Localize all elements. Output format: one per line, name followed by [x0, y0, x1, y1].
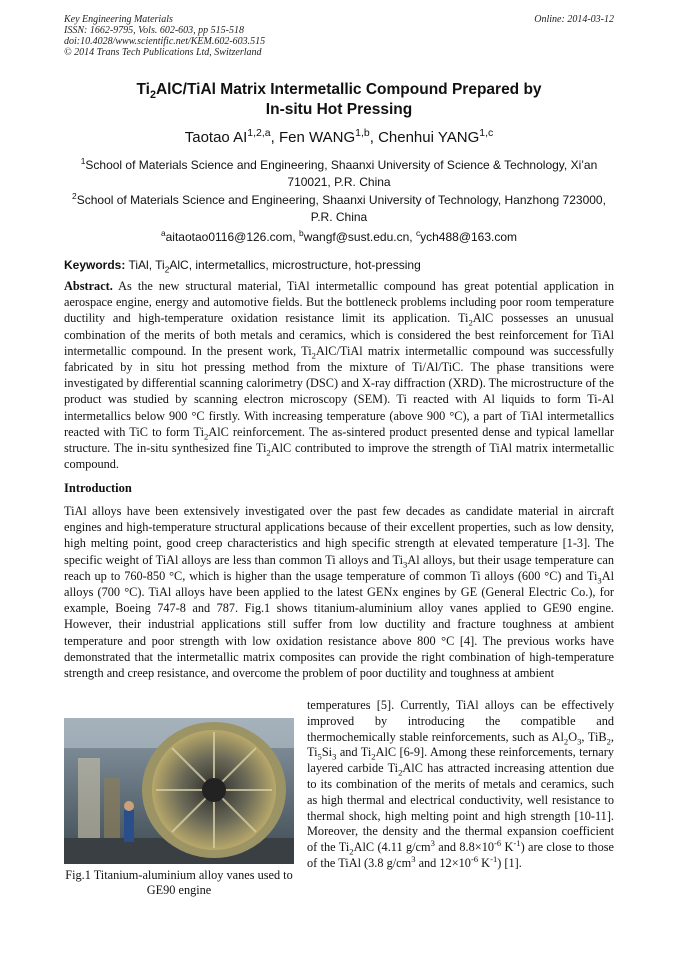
introduction-paragraph: TiAl alloys have been extensively investigated over the past few decades as candidate material in aircraft engines and high-temperature structural applications because of their excellent properties, such as low density, high melting point, good creep characteristics and high specific strength at elevated temperature [1-3]. The specific weight of TiAl alloys are less than common Ti alloys and $Ti_3Al$ alloys, but their usage temperature can reach up to 760-850 °C, which is higher than the usage temperature of common Ti alloys (600 °C) and $Ti_3Al$ alloys (700 °C). TiAl alloys have been applied to the latest GENx engines by GE (General Electric Co.), for example, Boeing 747-8 and 787. Fig.1 shows titanium-aluminium alloy vanes applied to GE90 engine. However, their industrial applications still suffer from low ductility and fracture toughness at ambient temperature and poor strength with low oxidation resistance above 800 °C [4]. The previous works have demonstrated that the intermetallic matrix composites can provide the right combination of high-temperature strength and creep resistance, and overcome the problem of poor ductility and toughness at ambient: [64, 504, 614, 681]
journal-name: Key Engineering Materials: [64, 14, 173, 25]
journal-meta: [64, 14, 265, 58]
introduction-continuation: temperatures [5]. Currently, TiAl alloys can be effectively improved by introducing the compatible and thermochemically stable reinforcements, such as $Al_2O_3$, TiB$_2$, $Ti_5Si_3$ and $Ti_2AlC$ [6-9]. Among these reinforcements, ternary layered carbide $Ti_2AlC$ has attracted increasing attention due to its combination of the merits of metals and ceramics, such as high thermal and electrical conductivity, well resistance to thermal shock, high melting point and high strength [10-11]. Moreover, the density and the thermal expansion coefficient of the $Ti_2AlC$ (4.11 $g/cm^3$ and $8.8\times 10^{-6}$ $K^{-1}$) are close to those of the TiAl (3.8 $g/cm^3$ and $12\times 10^{-6}$ $K^{-1}$) [1].: [307, 698, 614, 870]
copyright-line: © 2014 Trans Tech Publications Ltd, Switzerland: [64, 47, 262, 58]
keywords-label: Keywords:: [64, 258, 126, 272]
author-emails: $^a$aitaotao0116@126.com, $^b$wangf@sust.edu.cn, $^c$ych488@163.com: [160, 228, 518, 244]
figure-1-caption: Fig.1 Titanium-aluminium alloy vanes used to GE90 engine: [65, 868, 293, 897]
engine-illustration: [64, 718, 294, 864]
abstract-label: Abstract.: [64, 279, 113, 293]
paper-title: $Ti_2AlC$/TiAl Matrix Intermetallic Compound Prepared by In-situ Hot Pressing: [136, 81, 542, 118]
author-list: Taotao AI$^{1,2,a}$, Fen WANG$^{1,b}$, Chenhui YANG$^{1,c}$: [184, 127, 494, 146]
figure-1-engine-photo: [64, 718, 294, 864]
section-heading-introduction: Introduction: [64, 481, 132, 495]
keywords: Keywords: TiAl, $Ti_2AlC$, intermetallics, microstructure, hot-pressing: [64, 258, 421, 275]
online-date: Online: 2014-03-12: [534, 14, 614, 25]
issn-line: ISSN: 1662-9795, Vols. 602-603, pp 515-518: [64, 25, 244, 36]
doi-line: doi:10.4028/www.scientific.net/KEM.602-603.515: [64, 36, 266, 47]
affiliation-1: $^1$School of Materials Science and Engineering, Shaanxi University of Science & Technology, Xi’an 710021, P.R. China: [80, 156, 598, 189]
abstract: Abstract. As the new structural material, TiAl intermetallic compound has great potential application in aerospace engine, energy and automotive fields. But the bottleneck problems including poor room temperature ductility and high-temperature oxidation resistance limit its application. $Ti_2AlC$ possesses an unusual combination of the merits of both metals and ceramics, which is considered the best reinforcement for TiAl intermetallic compound. In the present work, $Ti_2AlC$/TiAl matrix intermetallic compound was successfully fabricated by in situ hot pressing method from the mixture of Ti/Al/TiC. The phase transitions were investigated by differential scanning calorimetry (DSC) and X-ray diffraction (XRD). The microstructure of the product was studied by scanning electron microscopy (SEM). Ti reacted with Al liquids to form Ti-Al intermetallics below 900 °C firstly. With increasing temperature (above 900 °C), a part of TiAl intermetallics reacted with TiC to form $Ti_2AlC$ reinforcement. The as-sintered product presented dense and typical lamellar structure. The in-situ synthesized fine $Ti_2AlC$ contributed to improve the strength of TiAl matrix intermetallic compound.: [64, 279, 614, 472]
affiliation-2: $^2$School of Materials Science and Engineering, Shaanxi University of Technology, Hanzhong 723000, P.R. China: [72, 191, 606, 224]
